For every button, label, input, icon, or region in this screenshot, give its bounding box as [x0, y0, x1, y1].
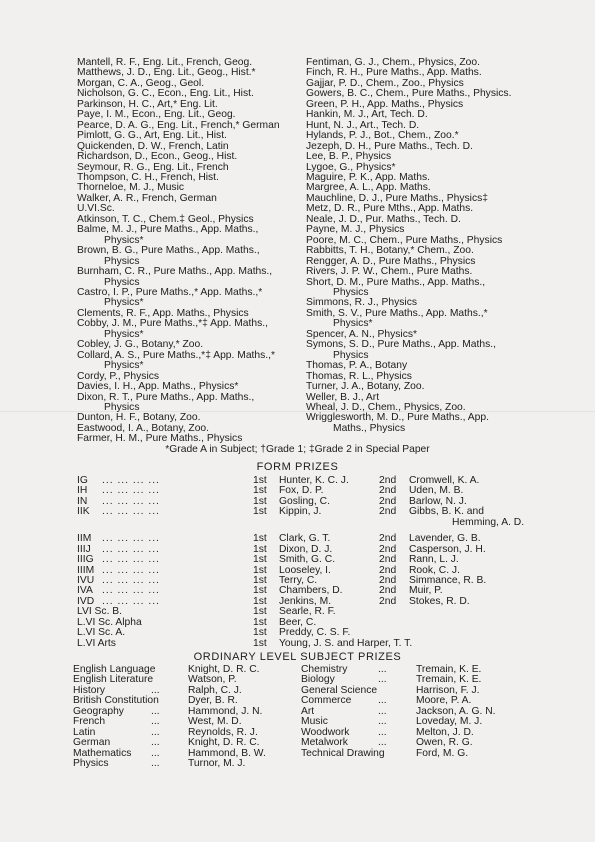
ol-prizes-left-list [73, 665, 303, 769]
second-place-label: 2nd [379, 564, 397, 576]
ol-prizes-right-list [301, 665, 541, 759]
result-entry: Rivers, J. P. W., Chem., Pure Maths. [306, 266, 473, 278]
result-entry: Paye, I. M., Econ., Eng. Lit., Geog. [77, 109, 236, 121]
result-entry: Castro, I. P., Pure Maths.,* App. Maths.,* [77, 286, 263, 298]
prize-winner: Ralph, C. J. [188, 684, 242, 696]
first-place-name: Clark, G. T. [279, 533, 331, 545]
result-entry-continuation: Physics [104, 276, 140, 288]
subject-name: General Science [301, 684, 378, 696]
form-name: L.VI Sc. A. [77, 627, 126, 639]
subject-name: French [73, 716, 106, 728]
first-place-label: 1st [253, 595, 267, 607]
result-entry: Mauchline, D. J., Pure Maths., Physics‡ [306, 192, 488, 204]
second-place-name: Lavender, G. B. [409, 533, 481, 545]
result-entry: Turner, J. A., Botany, Zoo. [306, 381, 425, 393]
result-entry-continuation: Physics* [104, 234, 144, 246]
result-entry-continuation: Physics* [104, 328, 144, 340]
leader-dots: ... ... ... ... [102, 533, 160, 545]
result-entry: Lygoe, G., Physics* [306, 161, 396, 173]
result-entry: Metz, D. R., Pure Mths., App. Maths. [306, 203, 474, 215]
result-entry: Wrigglesworth, M. D., Pure Maths., App. [306, 412, 489, 424]
leader-dots: ... [378, 716, 387, 728]
ol-prizes-heading: ORDINARY LEVEL SUBJECT PRIZES [193, 651, 402, 663]
subject-name: Physics [73, 757, 109, 769]
prize-winner: Hammond, J. N. [188, 705, 263, 717]
leader-dots: ... ... ... ... [102, 564, 160, 576]
prize-winner: Reynolds, R. J. [188, 726, 258, 738]
result-entry: Clements, R. F., App. Maths., Physics [77, 307, 249, 319]
form-prize-row-continuation [77, 518, 577, 528]
subject-prize-row [73, 759, 303, 769]
subject-name: Biology [301, 674, 335, 686]
result-entry: Thomas, R. L., Physics [306, 370, 412, 382]
subject-prize-row [301, 738, 541, 748]
leader-dots: ... [151, 737, 160, 749]
result-entry: Rengger, A. D., Pure Maths., Physics [306, 255, 476, 267]
subject-name: History [73, 684, 106, 696]
leader-dots: ... [378, 695, 387, 707]
result-entry: Green, P. H., App. Maths., Physics [306, 98, 464, 110]
prize-winner: Owen, R. G. [416, 737, 473, 749]
subject-name: Art [301, 705, 315, 717]
leader-dots: ... ... ... ... [102, 543, 160, 555]
result-entry: Matthews, J. D., Eng. Lit., Geog., Hist.* [77, 67, 256, 79]
subject-prize-row [73, 738, 303, 748]
prize-winner: Moore, P. A. [416, 695, 472, 707]
leader-dots: ... [151, 684, 160, 696]
subject-name: Geography [73, 705, 124, 717]
result-entry: Burnham, C. R., Pure Maths., App. Maths., [77, 266, 273, 278]
second-place-name: Rann, L. J. [409, 554, 459, 566]
second-place-name: Gibbs, B. K. and [409, 506, 484, 518]
result-entry: Poore, M. C., Chem., Pure Maths., Physics [306, 234, 503, 246]
prize-winner: Dyer, B. R. [188, 695, 238, 707]
results-column-left [77, 58, 297, 445]
second-place-name: Simmance, R. B. [409, 574, 487, 586]
leader-dots: ... ... ... ... [102, 475, 160, 486]
result-entry: Pearce, D. A. G., Eng. Lit., French,* German [77, 119, 280, 131]
result-entry: Nicholson, G. C., Econ., Eng. Lit., Hist. [77, 88, 254, 100]
form-name: LVI Sc. B. [77, 606, 123, 618]
result-entry: Brown, B. G., Pure Maths., App. Maths., [77, 245, 260, 257]
subject-name: German [73, 737, 111, 749]
first-place-name: Searle, R. F. [279, 606, 336, 618]
form-name: IN [77, 495, 88, 507]
prize-winner: Jackson, A. G. N. [416, 705, 496, 717]
second-place-name: Rook, C. J. [409, 564, 460, 576]
result-entry: Pimlott, G. G., Art, Eng. Lit., Hist. [77, 130, 227, 142]
form-prizes-table [77, 476, 577, 649]
prize-winner: Loveday, M. J. [416, 716, 483, 728]
result-entry-continuation: Physics* [333, 318, 373, 330]
result-entry: Payne, M. J., Physics [306, 224, 405, 236]
result-entry: Dunton, H. F., Botany, Zoo. [77, 412, 201, 424]
leader-dots: ... [378, 705, 387, 717]
first-place-label: 1st [253, 564, 267, 576]
second-place-label: 2nd [379, 574, 397, 586]
first-place-name: Looseley, I. [279, 564, 331, 576]
prize-winner: Hammond, B. W. [188, 747, 266, 759]
second-place-name-continuation: Hemming, A. D. [452, 516, 525, 528]
second-place-label: 2nd [379, 533, 397, 545]
result-entry: Atkinson, T. C., Chem.‡ Geol., Physics [77, 213, 254, 225]
results-column-right [306, 58, 556, 434]
result-entry: Davies, I. H., App. Maths., Physics* [77, 381, 239, 393]
result-entry: Short, D. M., Pure Maths., App. Maths., [306, 276, 486, 288]
leader-dots: ... [151, 716, 160, 728]
first-place-label: 1st [253, 506, 267, 518]
result-entry-continuation: Physics* [104, 297, 144, 309]
result-entry: Smith, S. V., Pure Maths., App. Maths.,* [306, 307, 488, 319]
result-entry: Quickenden, D. W., French, Latin [77, 140, 229, 152]
result-entry: Margree, A. L., App. Maths. [306, 182, 431, 194]
second-place-name: Casperson, J. H. [409, 543, 486, 555]
first-place-label: 1st [253, 616, 267, 628]
result-entry: Maguire, P. K., App. Maths. [306, 171, 431, 183]
leader-dots: ... [151, 747, 160, 759]
prize-winner: Tremain, K. E. [416, 674, 482, 686]
first-place-label: 1st [253, 585, 267, 597]
result-entry: Simmons, R. J., Physics [306, 297, 417, 309]
result-entry: Richardson, D., Econ., Geog., Hist. [77, 151, 238, 163]
subject-name: Music [301, 716, 328, 728]
result-entry: Mantell, R. F., Eng. Lit., French, Geog. [77, 57, 253, 68]
result-entry: Collard, A. S., Pure Maths.,*‡ App. Maths.,* [77, 349, 276, 361]
first-place-label: 1st [253, 485, 267, 497]
first-place-name: Young, J. S. and Harper, T. T. [279, 637, 413, 649]
result-entry: Neale, J. D., Pur. Maths., Tech. D. [306, 213, 461, 225]
result-entry: Wheal, J. D., Chem., Physics, Zoo. [306, 401, 466, 413]
result-entry: Hunt, N. J., Art., Tech. D. [306, 119, 420, 131]
result-entry: Balme, M. J., Pure Maths., App. Maths., [77, 224, 259, 236]
second-place-label: 2nd [379, 485, 397, 497]
result-entry: Weller, B. J., Art [306, 391, 380, 403]
leader-dots: ... ... ... ... [102, 485, 160, 497]
leader-dots: ... [151, 705, 160, 717]
result-entry: Cordy, P., Physics [77, 370, 160, 382]
result-entry: Morgan, C. A., Geog., Geol. [77, 77, 205, 89]
result-entry: Lee, B. P., Physics [306, 151, 392, 163]
subject-name: British Constitution [73, 695, 159, 707]
grade-footnote: *Grade A in Subject; †Grade 1; ‡Grade 2 in Special Paper [165, 444, 430, 455]
first-place-label: 1st [253, 543, 267, 555]
result-entry: Finch, R. H., Pure Maths., App. Maths. [306, 67, 482, 79]
result-entry: Farmer, H. M., Pure Maths., Physics [77, 433, 243, 445]
prize-winner: Watson, P. [188, 674, 237, 686]
result-entry: Walker, A. R., French, German [77, 192, 217, 204]
prize-winner: Harrison, F. J. [416, 684, 480, 696]
form-name: IIIM [77, 564, 95, 576]
leader-dots: ... [151, 726, 160, 738]
form-name: IG [77, 475, 88, 486]
result-entry: Jezeph, D. H., Pure Maths., Tech. D. [306, 140, 473, 152]
prize-winner: Knight, D. R. C. [188, 664, 260, 675]
first-place-label: 1st [253, 606, 267, 618]
result-entry-continuation: Physics [333, 349, 369, 361]
form-name: IIK [77, 506, 90, 518]
leader-dots: ... ... ... ... [102, 495, 160, 507]
subject-name: Technical Drawing [301, 747, 385, 759]
result-entry-continuation: Physics* [104, 360, 144, 372]
leader-dots: ... ... ... ... [102, 585, 160, 597]
first-place-label: 1st [253, 637, 267, 649]
first-place-name: Gosling, C. [279, 495, 330, 507]
form-name: IH [77, 485, 88, 497]
form-name: IVA [77, 585, 93, 597]
prize-winner: Melton, J. D. [416, 726, 474, 738]
subject-name: English Literature [73, 674, 154, 686]
leader-dots: ... [378, 737, 387, 749]
result-entry: Seymour, R. G., Eng. Lit., French [77, 161, 229, 173]
form-name: L.VI Arts [77, 637, 116, 649]
second-place-label: 2nd [379, 585, 397, 597]
second-place-name: Muir, P. [409, 585, 443, 597]
first-place-label: 1st [253, 475, 267, 486]
result-entry: Rabbitts, T. H., Botany,* Chem., Zoo. [306, 245, 474, 257]
prize-winner: West, M. D. [188, 716, 242, 728]
first-place-name: Kippin, J. [279, 506, 322, 518]
prize-winner: Tremain, K. E. [416, 664, 482, 675]
form-prize-row [77, 628, 577, 638]
first-place-name: Chambers, D. [279, 585, 343, 597]
result-entry: Gowers, B. C., Chem., Pure Maths., Physics. [306, 88, 512, 100]
form-name: L.VI Sc. Alpha [77, 616, 142, 628]
second-place-name: Cromwell, K. A. [409, 475, 480, 486]
first-place-name: Dixon, D. J. [279, 543, 333, 555]
form-name: IIM [77, 533, 92, 545]
second-place-label: 2nd [379, 554, 397, 566]
form-name: IVD [77, 595, 95, 607]
result-entry: Cobley, J. G., Botany,* Zoo. [77, 339, 204, 351]
form-prize-row [77, 555, 577, 565]
result-entry: Hylands, P. J., Bot., Chem., Zoo.* [306, 130, 459, 142]
second-place-label: 2nd [379, 495, 397, 507]
result-entry: Thompson, C. H., French, Hist. [77, 171, 219, 183]
first-place-label: 1st [253, 574, 267, 586]
subject-name: Mathematics [73, 747, 132, 759]
second-place-label: 2nd [379, 475, 397, 486]
first-place-name: Preddy, C. S. F. [279, 627, 351, 639]
result-entry: Fentiman, G. J., Chem., Physics, Zoo. [306, 57, 480, 68]
form-name: IVU [77, 574, 95, 586]
first-place-name: Hunter, K. C. J. [279, 475, 349, 486]
second-place-name: Barlow, N. J. [409, 495, 467, 507]
subject-name: Chemistry [301, 664, 348, 675]
subject-name: English Language [73, 664, 156, 675]
result-entry: Eastwood, I. A., Botany, Zoo. [77, 422, 210, 434]
first-place-label: 1st [253, 627, 267, 639]
subject-name: Metalwork [301, 737, 348, 749]
first-place-name: Beer, C. [279, 616, 317, 628]
second-place-label: 2nd [379, 506, 397, 518]
leader-dots: ... ... ... ... [102, 574, 160, 586]
result-entry: Gajjar, P. D., Chem., Zoo., Physics [306, 77, 464, 89]
subject-name: Commerce [301, 695, 352, 707]
result-entry: Symons, S. D., Pure Maths., App. Maths., [306, 339, 496, 351]
subject-name: Woodwork [301, 726, 350, 738]
form-name: IIIG [77, 554, 94, 566]
leader-dots: ... ... ... ... [102, 595, 160, 607]
leader-dots: ... [378, 674, 387, 686]
leader-dots: ... [378, 664, 387, 675]
result-entry: Thorneloe, M. J., Music [77, 182, 185, 194]
subject-name: Latin [73, 726, 96, 738]
result-entry: Hankin, M. J., Art, Tech. D. [306, 109, 428, 121]
form-prizes-heading: FORM PRIZES [256, 461, 339, 473]
leader-dots: ... [151, 757, 160, 769]
first-place-name: Terry, C. [279, 574, 318, 586]
form-name: IIIJ [77, 543, 91, 555]
result-entry: Cobby, J. M., Pure Maths.,*‡ App. Maths., [77, 318, 268, 330]
first-place-label: 1st [253, 495, 267, 507]
result-entry: Parkinson, H. C., Art,* Eng. Lit. [77, 98, 218, 110]
first-place-name: Fox, D. P. [279, 485, 324, 497]
result-entry-continuation: Physics [104, 401, 140, 413]
result-entry: Thomas, P. A., Botany [306, 360, 408, 372]
leader-dots: ... ... ... ... [102, 506, 160, 518]
leader-dots: ... [378, 726, 387, 738]
prize-winner: Turnor, M. J. [188, 757, 246, 769]
first-place-name: Jenkins, M. [279, 595, 332, 607]
first-place-label: 1st [253, 533, 267, 545]
result-entry: U.VI.Sc. [77, 203, 115, 215]
result-entry-continuation: Maths., Physics [333, 422, 406, 434]
prize-winner: Knight, D. R. C. [188, 737, 260, 749]
form-prize-row [77, 607, 577, 617]
form-prize-row [77, 639, 577, 649]
prize-winner: Ford, M. G. [416, 747, 469, 759]
first-place-label: 1st [253, 554, 267, 566]
first-place-name: Smith, G. C. [279, 554, 336, 566]
leader-dots: ... ... ... ... [102, 554, 160, 566]
subject-prize-row [301, 749, 541, 759]
second-place-name: Uden, M. B. [409, 485, 464, 497]
result-entry-continuation: Physics [104, 255, 140, 267]
second-place-label: 2nd [379, 543, 397, 555]
result-entry-continuation: Physics [333, 286, 369, 298]
result-entry: Dixon, R. T., Pure Maths., App. Maths., [77, 391, 255, 403]
second-place-name: Stokes, R. D. [409, 595, 470, 607]
second-place-label: 2nd [379, 595, 397, 607]
result-entry: Spencer, A. N., Physics* [306, 328, 418, 340]
